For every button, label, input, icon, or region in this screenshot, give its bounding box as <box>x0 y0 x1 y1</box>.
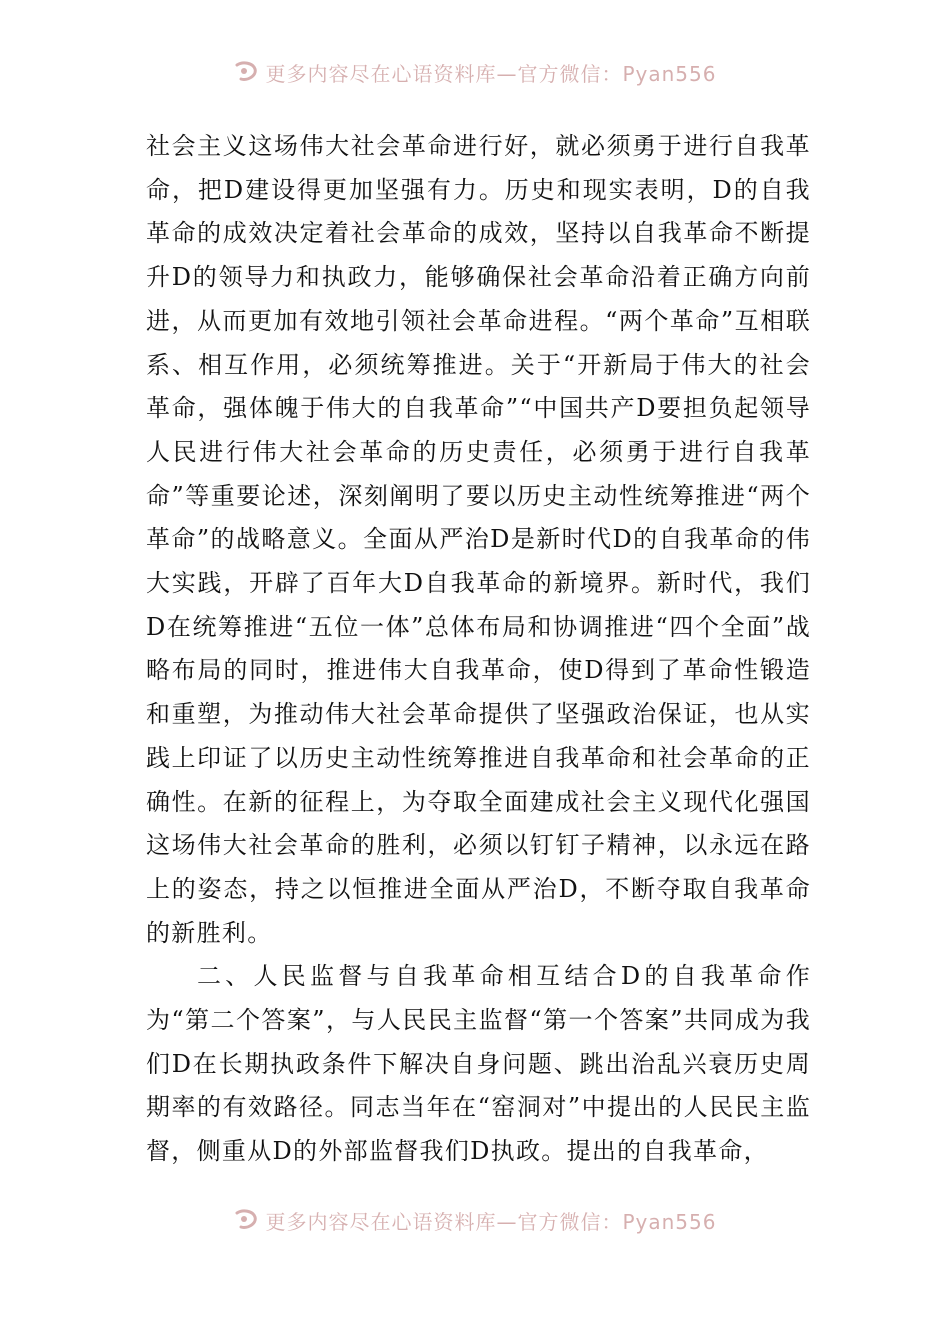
paragraph-2: 二、人民监督与自我革命相互结合D的自我革命作为“第二个答案”，与人民民主监督“第一个答案”共同成为我们D在长期执政条件下解决自身问题、跳出治乱兴衰历史周期率的有效路径。同志当年在“窑洞对”中提出的人民民主监督，侧重从D的外部监督我们D执政。提出的自我革命， <box>146 962 811 1166</box>
paragraph-1: 社会主义这场伟大社会革命进行好，就必须勇于进行自我革命，把D建设得更加坚强有力。历史和现实表明，D的自我革命的成效决定着社会革命的成效，坚持以自我革命不断提升D的领导力和执政力，能够确保社会革命沿着正确方向前进，从而更加有效地引领社会革命进程。“两个革命”互相联系、相互作用，必须统筹推进。关于“开新局于伟大的社会革命，强体魄于伟大的自我革命”“中国共产D要担负起领导人民进行伟大社会革命的历史责任，必须勇于进行自我革命”等重要论述，深刻阐明了要以历史主动性统筹推进“两个革命”的战略意义。全面从严治D是新时代D的自我革命的伟大实践，开辟了百年大D自我革命的新境界。新时代，我们D在统筹推进“五位一体”总体布局和协调推进“四个全面”战略布局的同时，推进伟大自我革命，使D得到了革命性锻造和重塑，为推动伟大社会革命提供了坚强政治保证，也从实践上印证了以历史主动性统筹推进自我革命和社会革命的正确性。在新的征程上，为夺取全面建成社会主义现代化强国这场伟大社会革命的胜利，必须以钉钉子精神，以永远在路上的姿态，持之以恒推进全面从严治D，不断夺取自我革命的新胜利。 <box>146 132 811 947</box>
watermark-text: 更多内容尽在心语资料库—官方微信：Pyan556 <box>265 1209 717 1234</box>
watermark-footer <box>0 1200 950 1240</box>
document-body <box>146 125 811 1174</box>
logo-icon <box>233 1207 259 1233</box>
watermark-text: 更多内容尽在心语资料库—官方微信：Pyan556 <box>265 61 717 86</box>
watermark-header <box>0 52 950 92</box>
logo-icon <box>233 59 259 85</box>
